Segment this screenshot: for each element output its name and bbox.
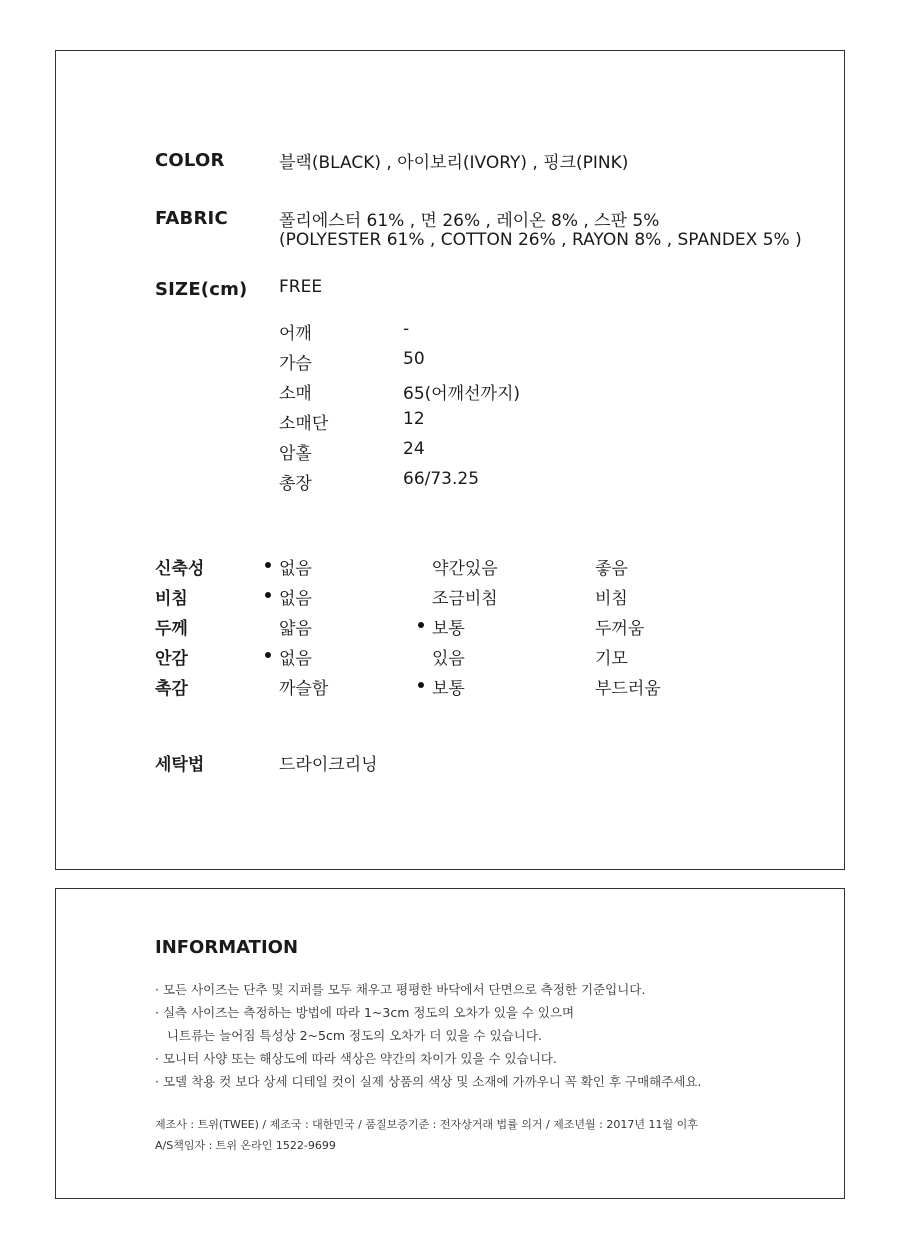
- washing-label: 세탁법: [155, 755, 205, 775]
- feature-option: 조금비침: [432, 589, 498, 609]
- feature-option: 있음: [432, 649, 465, 669]
- feature-option: 얇음: [279, 619, 312, 639]
- size-row-value: 12: [403, 409, 425, 429]
- feature-option: 없음: [279, 589, 312, 609]
- selected-dot-icon: [265, 562, 271, 568]
- color-value: 블랙(BLACK) , 아이보리(IVORY) , 핑크(PINK): [279, 153, 629, 173]
- fabric-label: FABRIC: [155, 208, 228, 229]
- feature-option: 보통: [432, 619, 465, 639]
- feature-option: 비침: [595, 589, 628, 609]
- feature-option: 까슬함: [279, 679, 329, 699]
- size-row-name: 암홀: [279, 444, 312, 464]
- information-title: INFORMATION: [155, 937, 299, 958]
- size-row-name: 소매단: [279, 414, 329, 434]
- product-spec-panel: [55, 50, 845, 870]
- size-row-name: 총장: [279, 474, 312, 494]
- fabric-value-english: (POLYESTER 61% , COTTON 26% , RAYON 8% , SPANDEX 5% ): [279, 230, 802, 250]
- size-row-value: -: [403, 319, 410, 339]
- size-row-value: 24: [403, 439, 425, 459]
- feature-label: 촉감: [155, 679, 188, 699]
- size-row-name: 소매: [279, 384, 312, 404]
- feature-label: 안감: [155, 649, 188, 669]
- feature-label: 두께: [155, 619, 188, 639]
- size-row-value: 65(어깨선까지): [403, 384, 521, 404]
- size-value: FREE: [279, 277, 323, 297]
- feature-option: 없음: [279, 649, 312, 669]
- feature-option: 보통: [432, 679, 465, 699]
- color-label: COLOR: [155, 150, 225, 171]
- size-row-name: 어깨: [279, 324, 312, 344]
- information-panel: [55, 888, 845, 1199]
- size-row-value: 50: [403, 349, 425, 369]
- feature-option: 없음: [279, 559, 312, 579]
- feature-option: 두꺼움: [595, 619, 645, 639]
- manufacturer-info: 제조사 : 트위(TWEE) / 제조국 : 대한민국 / 품질보증기준 : 전자상거래 법률 의거 / 제조년월 : 2017년 11월 이후: [155, 1118, 698, 1131]
- feature-option: 부드러움: [595, 679, 661, 699]
- information-note: 니트류는 늘어짐 특성상 2~5cm 정도의 오차가 더 있을 수 있습니다.: [155, 1028, 542, 1043]
- feature-option: 약간있음: [432, 559, 498, 579]
- selected-dot-icon: [418, 622, 424, 628]
- feature-label: 신축성: [155, 559, 205, 579]
- feature-label: 비침: [155, 589, 188, 609]
- size-row-name: 가슴: [279, 354, 312, 374]
- size-label: SIZE(cm): [155, 279, 248, 300]
- selected-dot-icon: [418, 682, 424, 688]
- information-note: · 실측 사이즈는 측정하는 방법에 따라 1~3cm 정도의 오차가 있을 수 있으며: [155, 1005, 575, 1020]
- size-row-value: 66/73.25: [403, 469, 480, 489]
- information-note: · 모니터 사양 또는 해상도에 따라 색상은 약간의 차이가 있을 수 있습니다.: [155, 1051, 557, 1066]
- selected-dot-icon: [265, 592, 271, 598]
- washing-value: 드라이크리닝: [279, 755, 378, 775]
- feature-option: 기모: [595, 649, 628, 669]
- fabric-value-korean: 폴리에스터 61% , 면 26% , 레이온 8% , 스판 5%: [279, 211, 660, 231]
- selected-dot-icon: [265, 652, 271, 658]
- information-note: · 모델 착용 컷 보다 상세 디테일 컷이 실제 상품의 색상 및 소재에 가까우니 꼭 확인 후 구매해주세요.: [155, 1074, 702, 1089]
- information-note: · 모든 사이즈는 단추 및 지퍼를 모두 채우고 평평한 바닥에서 단면으로 측정한 기준입니다.: [155, 982, 646, 997]
- feature-option: 좋음: [595, 559, 628, 579]
- as-contact-info: A/S책임자 : 트위 온라인 1522-9699: [155, 1139, 336, 1152]
